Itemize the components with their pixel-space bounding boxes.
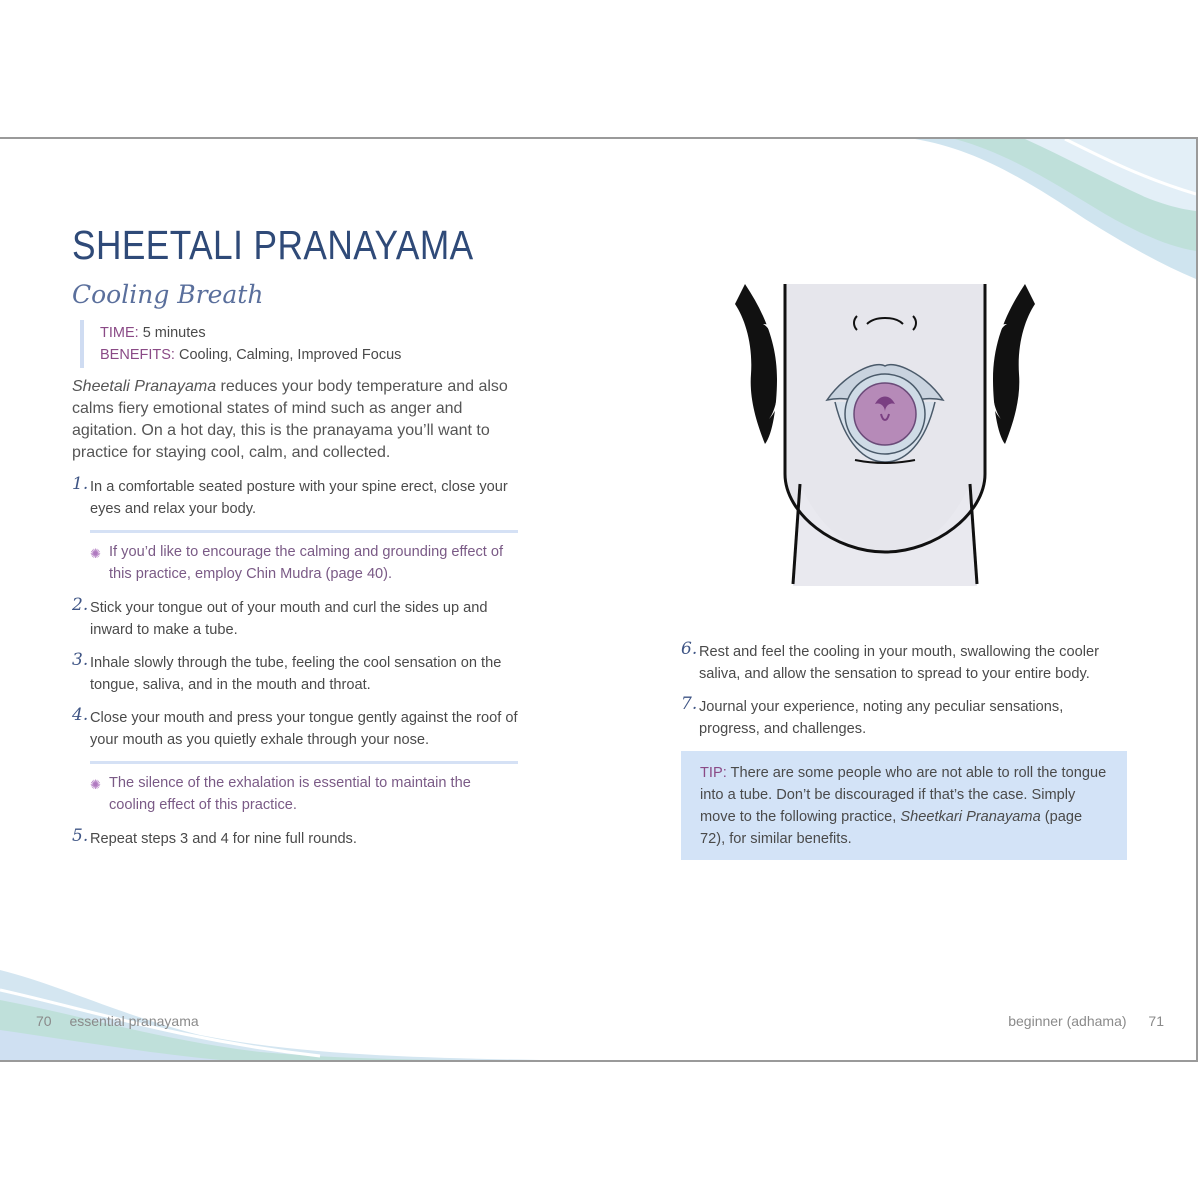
- step-text: Rest and feel the cooling in your mouth, swallowing the cooler saliva, and allow the sensation to spread to your entire body.: [699, 644, 1099, 682]
- note-chin-mudra: [90, 530, 518, 585]
- step-3: [72, 652, 522, 696]
- step-1: [72, 476, 522, 520]
- step-number: 4.: [72, 705, 89, 725]
- step-number: 3.: [72, 650, 89, 670]
- page-number-right: 71: [1148, 1013, 1164, 1029]
- flower-bullet-icon: ✺: [90, 777, 101, 792]
- step-number: 1.: [72, 474, 89, 494]
- note-text: If you’d like to encourage the calming and grounding effect of this practice, employ Chin Mudra (page 40).: [109, 544, 504, 582]
- step-2: [72, 597, 522, 641]
- time-line: [100, 322, 401, 344]
- step-4: [72, 707, 522, 751]
- intro-italic: Sheetali Pranayama: [72, 378, 217, 395]
- page-number-left: 70: [36, 1013, 52, 1029]
- running-head-left: essential pranayama: [69, 1013, 199, 1029]
- step-text: Repeat steps 3 and 4 for nine full rounds.: [90, 831, 357, 847]
- step-number: 7.: [681, 694, 698, 714]
- page-title: SHEETALI PRANAYAMA: [72, 222, 474, 268]
- flower-bullet-icon: ✺: [90, 546, 101, 561]
- time-label: TIME:: [100, 325, 139, 341]
- step-text: Close your mouth and press your tongue gently against the roof of your mouth as you quietly exhale through your nose.: [90, 710, 518, 748]
- step-number: 6.: [681, 639, 698, 659]
- step-text: Journal your experience, noting any peculiar sensations, progress, and challenges.: [699, 699, 1064, 737]
- intro-paragraph: [72, 376, 522, 464]
- step-text: In a comfortable seated posture with your spine erect, close your eyes and relax your body.: [90, 479, 508, 517]
- running-head-right: beginner (adhama): [1008, 1013, 1127, 1029]
- tip-box: [681, 751, 1127, 860]
- left-footer: [36, 1013, 199, 1029]
- benefits-value: Cooling, Calming, Improved Focus: [174, 347, 402, 363]
- step-number: 2.: [72, 595, 89, 615]
- step-text: Stick your tongue out of your mouth and curl the sides up and inward to make a tube.: [90, 600, 488, 638]
- right-footer: [1008, 1013, 1164, 1029]
- tip-text-2: (page 72), for similar benefits.: [700, 809, 1083, 847]
- note-text: The silence of the exhalation is essential to maintain the cooling effect of this practice.: [109, 775, 471, 813]
- face-tongue-illustration: [735, 284, 1035, 586]
- bottom-left-wave-decoration: [0, 960, 540, 1060]
- step-6: [681, 641, 1127, 685]
- practice-meta: [80, 320, 401, 368]
- note-silence: [90, 761, 518, 816]
- tip-italic: Sheetkari Pranayama: [900, 809, 1041, 825]
- page-subtitle: Cooling Breath: [72, 280, 264, 309]
- benefits-label: BENEFITS:: [100, 347, 175, 363]
- time-value: 5 minutes: [138, 325, 206, 341]
- tip-label: TIP:: [700, 765, 727, 781]
- step-number: 5.: [72, 826, 89, 846]
- step-text: Inhale slowly through the tube, feeling the cool sensation on the tongue, saliva, and in the mouth and throat.: [90, 655, 502, 693]
- step-7: [681, 696, 1127, 740]
- benefits-line: [100, 344, 401, 366]
- tip-text-1: There are some people who are not able to roll the tongue into a tube. Don’t be discouraged if that’s the case. Simply move to the following practice,: [700, 765, 1107, 825]
- step-5: [72, 828, 522, 850]
- top-right-wave-decoration: [915, 139, 1196, 289]
- intro-text: reduces your body temperature and also calms fiery emotional states of mind such as anger and agitation. On a hot day, this is the pranayama you’ll want to practice for staying cool, calm, and collected.: [72, 378, 508, 461]
